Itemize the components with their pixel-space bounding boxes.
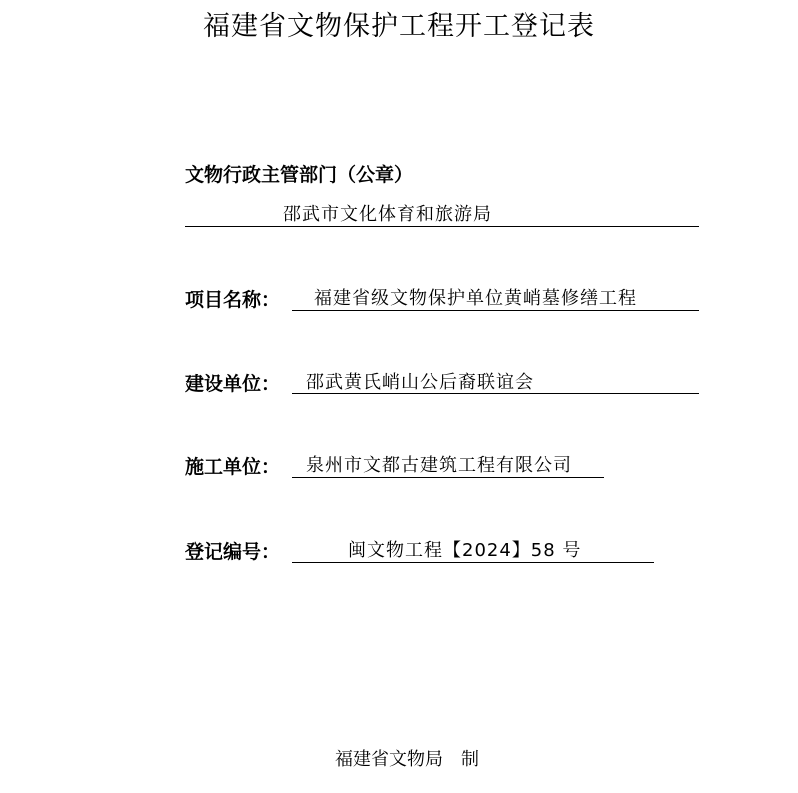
project-name-label: 项目名称： (185, 289, 281, 311)
registration-label: 登记编号： (185, 541, 281, 563)
footer-issuer: 福建省文物局 (335, 749, 443, 770)
authority-value: 邵武市文化体育和旅游局 (283, 204, 492, 225)
project-name-underline (292, 310, 699, 311)
contractor-label: 施工单位： (185, 456, 281, 478)
builder-label: 建设单位： (185, 373, 281, 395)
document-title: 福建省文物保护工程开工登记表 (203, 11, 595, 42)
registration-underline (292, 562, 654, 563)
builder-value: 邵武黄氏峭山公后裔联谊会 (306, 372, 534, 393)
authority-label: 文物行政主管部门（公章） (185, 164, 414, 186)
registration-value: 闽文物工程【2024】58 号 (348, 540, 582, 561)
footer-suffix: 制 (461, 749, 479, 770)
authority-underline (185, 226, 699, 227)
contractor-underline (292, 477, 604, 478)
project-name-value: 福建省级文物保护单位黄峭墓修缮工程 (314, 288, 637, 309)
contractor-value: 泉州市文都古建筑工程有限公司 (306, 455, 572, 476)
document-footer (335, 748, 479, 772)
